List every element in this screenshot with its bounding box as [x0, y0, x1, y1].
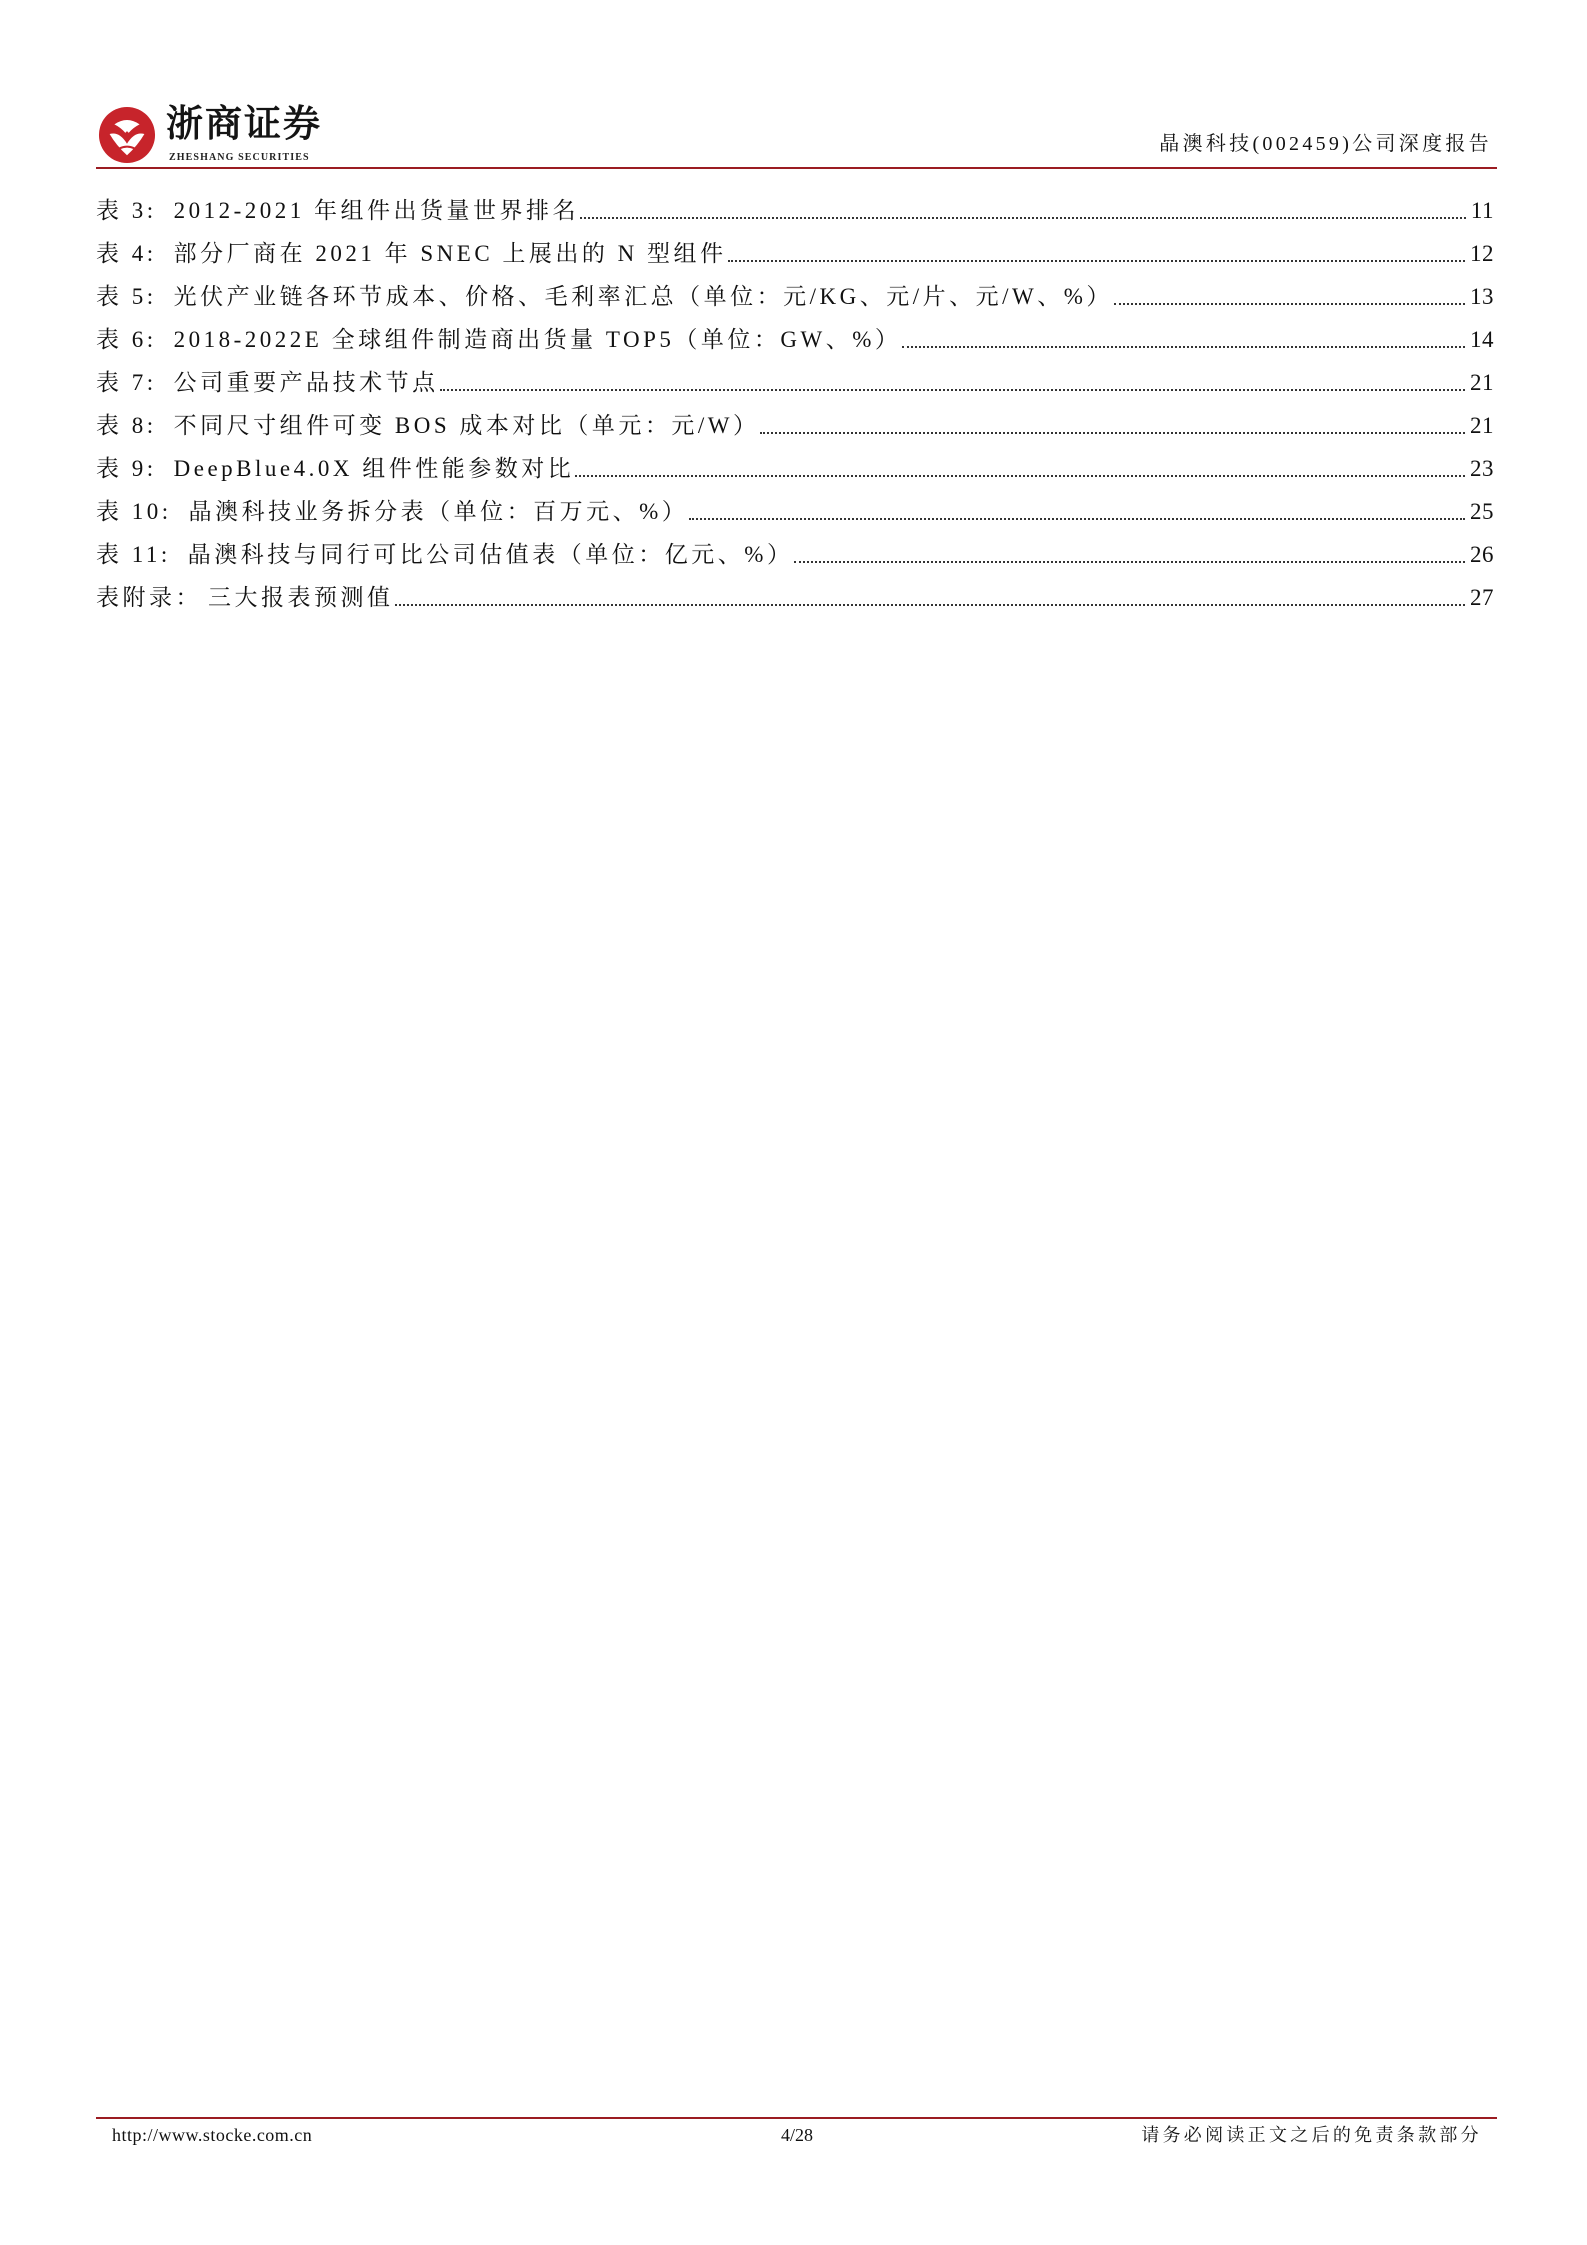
toc-entry-page-number: 27 [1470, 585, 1494, 610]
toc-entry-page-number: 21 [1470, 370, 1494, 395]
footer-website-link[interactable]: http://www.stocke.com.cn [112, 2125, 313, 2145]
dotted-leader [440, 389, 1465, 391]
toc-entry-label: 表 11: [96, 542, 171, 567]
toc-entry-title: 光伏产业链各环节成本、价格、毛利率汇总（单位：元/KG、元/片、元/W、%） [173, 284, 1113, 309]
report-title: 晶澳科技(002459)公司深度报告 [1159, 133, 1492, 155]
toc-entry-label: 表 3: [96, 198, 157, 223]
toc-entry-title: 晶澳科技与同行可比公司估值表（单位：亿元、%） [187, 542, 794, 567]
header-divider [96, 167, 1497, 169]
footer-disclaimer: 请务必阅读正文之后的免责条款部分 [1141, 2125, 1482, 2145]
toc-entry[interactable] [96, 275, 1494, 318]
toc-entry[interactable] [96, 404, 1494, 447]
toc-entry-page-number: 21 [1470, 413, 1494, 438]
toc-entry-label: 表 7: [96, 370, 157, 395]
dotted-leader [580, 217, 1466, 219]
toc-entry-title: 三大报表预测值 [208, 585, 394, 610]
table-of-contents [96, 189, 1494, 619]
toc-entry-page-number: 14 [1470, 327, 1494, 352]
toc-entry-label: 表 6: [96, 327, 157, 352]
toc-entry[interactable] [96, 189, 1494, 232]
toc-entry[interactable] [96, 533, 1494, 576]
company-logo [96, 102, 336, 168]
toc-entry-page-number: 12 [1470, 241, 1494, 266]
toc-entry[interactable] [96, 232, 1494, 275]
toc-entry-page-number: 11 [1470, 198, 1494, 223]
dotted-leader [395, 604, 1466, 606]
toc-entry[interactable] [96, 447, 1494, 490]
dotted-leader [902, 346, 1465, 348]
brand-name-english: ZHESHANG SECURITIES [169, 152, 310, 163]
toc-entry[interactable] [96, 490, 1494, 533]
toc-entry-page-number: 26 [1470, 542, 1494, 567]
toc-entry-title: 部分厂商在 2021 年 SNEC 上展出的 N 型组件 [173, 241, 727, 266]
toc-entry[interactable] [96, 361, 1494, 404]
toc-entry-page-number: 23 [1470, 456, 1494, 481]
dotted-leader [794, 561, 1465, 563]
toc-entry-page-number: 13 [1470, 284, 1494, 309]
toc-entry-title: 不同尺寸组件可变 BOS 成本对比（单元：元/W） [173, 413, 760, 438]
toc-entry-label: 表 5: [96, 284, 157, 309]
dotted-leader [689, 518, 1465, 520]
toc-entry-label: 表 10: [96, 499, 172, 524]
toc-entry-label: 表 9: [96, 456, 157, 481]
toc-entry-page-number: 25 [1470, 499, 1494, 524]
dotted-leader [1114, 303, 1465, 305]
toc-entry-label: 表附录： [96, 585, 202, 610]
dotted-leader [728, 260, 1465, 262]
page-number: 4/28 [780, 2125, 813, 2145]
toc-entry[interactable] [96, 318, 1494, 361]
footer-divider [96, 2117, 1497, 2119]
zheshang-emblem-icon [98, 106, 156, 164]
toc-entry-label: 表 4: [96, 241, 157, 266]
toc-entry-title: 2012-2021 年组件出货量世界排名 [173, 198, 580, 223]
toc-entry-label: 表 8: [96, 413, 157, 438]
toc-entry-title: 晶澳科技业务拆分表（单位：百万元、%） [188, 499, 689, 524]
toc-entry-title: DeepBlue4.0X 组件性能参数对比 [173, 456, 575, 481]
brand-name-chinese: 浙商证券 [166, 102, 322, 145]
toc-entry-title: 公司重要产品技术节点 [173, 370, 439, 395]
dotted-leader [575, 475, 1465, 477]
toc-entry[interactable] [96, 576, 1494, 619]
toc-entry-title: 2018-2022E 全球组件制造商出货量 TOP5（单位：GW、%） [173, 327, 902, 352]
dotted-leader [760, 432, 1465, 434]
